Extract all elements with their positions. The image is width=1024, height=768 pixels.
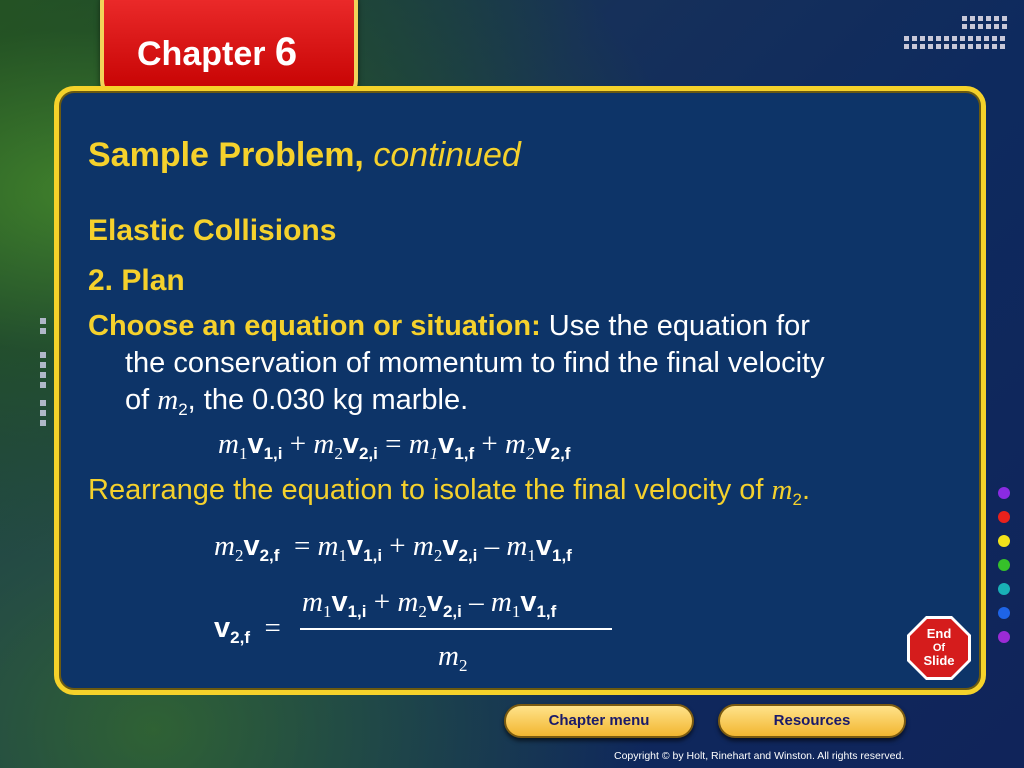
- nav-dot-yellow[interactable]: [998, 535, 1010, 547]
- rearranged-equation: $m_2v_{2,f} = m_1v_{1,i} + m_2v_{2,i} - m_1v_{1,f}$: [214, 530, 572, 565]
- instruction-line-3: of $m_2$, the 0.030 kg marble.: [125, 384, 469, 419]
- fraction-numerator: $m_1v_{1,i} + m_2v_{2,i} - m_1v_{1,f}$: [302, 586, 557, 621]
- nav-dot-purple[interactable]: [998, 487, 1010, 499]
- nav-dot-red[interactable]: [998, 511, 1010, 523]
- chapter-title: Chapter 6: [137, 30, 298, 74]
- svg-text:End: End: [926, 626, 952, 641]
- section-heading: Elastic Collisions: [88, 214, 337, 247]
- rearrange-instruction: Rearrange the equation to isolate the final velocity of $m_2$.: [88, 474, 811, 509]
- chapter-menu-button[interactable]: Chapter menu: [504, 704, 694, 738]
- instruction-line-2: the conservation of momentum to find the final velocity: [125, 347, 825, 379]
- resources-button[interactable]: Resources: [718, 704, 906, 738]
- nav-dot-green[interactable]: [998, 559, 1010, 571]
- nav-dot-violet[interactable]: [998, 631, 1010, 643]
- solution-lhs: $v_{2,f}$ =: [214, 612, 281, 647]
- stop-sign-icon: [906, 615, 972, 681]
- step-label: 2. Plan: [88, 264, 185, 297]
- svg-text:Of: Of: [932, 642, 946, 654]
- svg-text:Slide: Slide: [923, 653, 955, 668]
- fraction-bar: [300, 628, 612, 630]
- copyright-text: Copyright © by Holt, Rinehart and Winston. All rights reserved.: [614, 750, 905, 762]
- decorative-dots-left: [36, 300, 52, 430]
- nav-dot-blue[interactable]: [998, 607, 1010, 619]
- slide-title: Sample Problem, continued: [88, 136, 521, 174]
- instruction-line-1: Choose an equation or situation: Use the equation for: [88, 310, 810, 342]
- fraction-denominator: $m_2$: [438, 640, 468, 675]
- nav-dot-teal[interactable]: [998, 583, 1010, 595]
- decorative-dots-topright: [900, 12, 1012, 62]
- momentum-equation: $m_1v_{1,i} + m_2v_{2,i} = m_1v_{1,f} + m_2v_{2,f}$: [218, 428, 571, 463]
- end-of-slide-button[interactable]: [906, 615, 972, 681]
